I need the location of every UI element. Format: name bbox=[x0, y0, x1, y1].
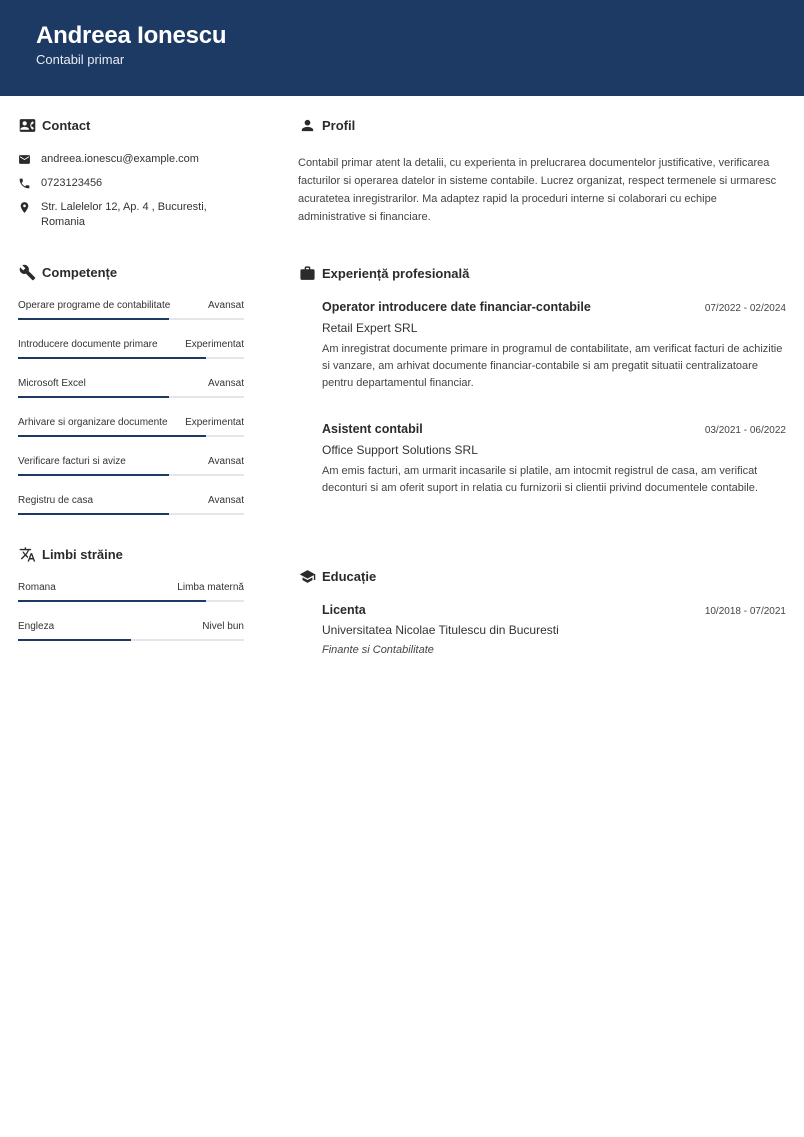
skill-name: Arhivare si organizare documente bbox=[18, 417, 168, 428]
skill-bar-fill bbox=[18, 318, 169, 320]
candidate-title: Contabil primar bbox=[36, 52, 125, 67]
right-column bbox=[298, 116, 786, 656]
profile-summary: Contabil primar atent la detalii, cu experienta in prelucrarea documentelor justificative, verificarea facturilor si operarea datelor in sisteme contabile. Lucrez organizat, respect termenele si urmaresc acuratetea inregistrarilor. Ma adaptez rapid la proceduri interne si colaborari cu echipe administrative si financiare. bbox=[298, 157, 777, 223]
language-level: Nivel bun bbox=[202, 621, 244, 632]
left-column bbox=[18, 116, 244, 659]
skill-name: Microsoft Excel bbox=[18, 378, 86, 389]
graduation-cap-icon bbox=[298, 567, 316, 585]
skills-heading-label: Competențe bbox=[42, 264, 118, 280]
skill-bar bbox=[18, 318, 244, 320]
skills-list bbox=[18, 299, 244, 533]
skill-level: Experimentat bbox=[185, 417, 244, 428]
skill-bar-fill bbox=[18, 474, 169, 476]
person-icon bbox=[298, 116, 316, 134]
skill-name: Verificare facturi si avize bbox=[18, 456, 126, 467]
languages-heading-label: Limbi străine bbox=[42, 546, 123, 562]
education-school: Universitatea Nicolae Titulescu din Bucuresti bbox=[322, 623, 559, 637]
wrench-icon bbox=[18, 263, 36, 281]
skill-item bbox=[18, 338, 244, 377]
skill-level: Avansat bbox=[208, 495, 244, 506]
skills-heading bbox=[18, 263, 244, 281]
contact-email[interactable]: andreea.ionescu@example.com bbox=[41, 153, 199, 165]
skill-bar bbox=[18, 474, 244, 476]
languages-list bbox=[18, 581, 244, 659]
contact-email-row bbox=[18, 152, 244, 167]
education-heading bbox=[298, 567, 786, 585]
email-icon bbox=[18, 153, 32, 167]
education-date: 10/2018 - 07/2021 bbox=[704, 606, 786, 617]
briefcase-icon bbox=[298, 264, 316, 282]
education-specialization: Finante si Contabilitate bbox=[322, 644, 434, 656]
skill-level: Avansat bbox=[208, 378, 244, 389]
job-entry bbox=[322, 300, 786, 392]
skill-name: Operare programe de contabilitate bbox=[18, 300, 171, 311]
job-date: 07/2022 - 02/2024 bbox=[704, 303, 786, 314]
contact-heading bbox=[18, 116, 244, 134]
translate-icon bbox=[18, 545, 36, 563]
language-item bbox=[18, 620, 244, 659]
profile-heading bbox=[298, 116, 786, 134]
skill-name: Registru de casa bbox=[18, 495, 94, 506]
job-date: 03/2021 - 06/2022 bbox=[704, 425, 786, 436]
job-company: Office Support Solutions SRL bbox=[322, 443, 478, 457]
profile-heading-label: Profil bbox=[322, 117, 356, 133]
education-degree: Licenta bbox=[322, 603, 366, 617]
skill-item bbox=[18, 455, 244, 494]
phone-icon bbox=[18, 177, 32, 191]
language-level: Limba maternă bbox=[177, 582, 244, 593]
skill-bar bbox=[18, 357, 244, 359]
skill-bar bbox=[18, 435, 244, 437]
candidate-name: Andreea Ionescu bbox=[36, 22, 227, 49]
skill-level: Avansat bbox=[208, 456, 244, 467]
language-name: Romana bbox=[18, 582, 56, 593]
skill-bar bbox=[18, 396, 244, 398]
experience-heading bbox=[298, 264, 786, 282]
skill-bar-fill bbox=[18, 396, 169, 398]
skill-bar-fill bbox=[18, 513, 169, 515]
skill-bar bbox=[18, 513, 244, 515]
education-entry bbox=[322, 603, 786, 656]
experience-heading-label: Experiență profesională bbox=[322, 265, 470, 281]
resume-header bbox=[0, 0, 804, 96]
education-heading-label: Educație bbox=[322, 568, 377, 584]
language-bar-fill bbox=[18, 639, 131, 641]
language-bar bbox=[18, 639, 244, 641]
skill-bar-fill bbox=[18, 435, 206, 437]
job-company: Retail Expert SRL bbox=[322, 321, 418, 335]
language-bar bbox=[18, 600, 244, 602]
contact-card-icon bbox=[18, 116, 36, 134]
contact-phone-row bbox=[18, 176, 244, 191]
location-pin-icon bbox=[18, 201, 32, 215]
job-entry bbox=[322, 422, 786, 497]
contact-phone[interactable]: 0723123456 bbox=[41, 177, 103, 189]
contact-address: Str. Lalelelor 12, Ap. 4 , Bucuresti, Romania bbox=[41, 201, 207, 228]
skill-name: Introducere documente primare bbox=[18, 339, 158, 350]
language-name: Engleza bbox=[18, 621, 55, 632]
contact-heading-label: Contact bbox=[42, 117, 91, 133]
job-description: Am inregistrat documente primare in programul de contabilitate, am verificat facturi de achizitie si vanzare, am arhivat documente financiar-contabile si am pregatit situatii centralizatoare pentru departamentul financiar. bbox=[322, 343, 783, 389]
job-role: Asistent contabil bbox=[322, 422, 423, 436]
skill-level: Experimentat bbox=[185, 339, 244, 350]
skill-item bbox=[18, 299, 244, 338]
contact-address-row bbox=[18, 200, 244, 230]
languages-heading bbox=[18, 545, 244, 563]
language-item bbox=[18, 581, 244, 620]
skill-item bbox=[18, 377, 244, 416]
skill-item bbox=[18, 494, 244, 533]
language-bar-fill bbox=[18, 600, 206, 602]
job-role: Operator introducere date financiar-contabile bbox=[322, 300, 591, 314]
skill-bar-fill bbox=[18, 357, 206, 359]
skill-item bbox=[18, 416, 244, 455]
job-description: Am emis facturi, am urmarit incasarile si platile, am intocmit registrul de casa, am verificat deconturi si am oferit suport in relatia cu furnizorii si clientii privind documentele contabile. bbox=[322, 465, 758, 494]
contact-list bbox=[18, 152, 244, 230]
skill-level: Avansat bbox=[208, 300, 244, 311]
